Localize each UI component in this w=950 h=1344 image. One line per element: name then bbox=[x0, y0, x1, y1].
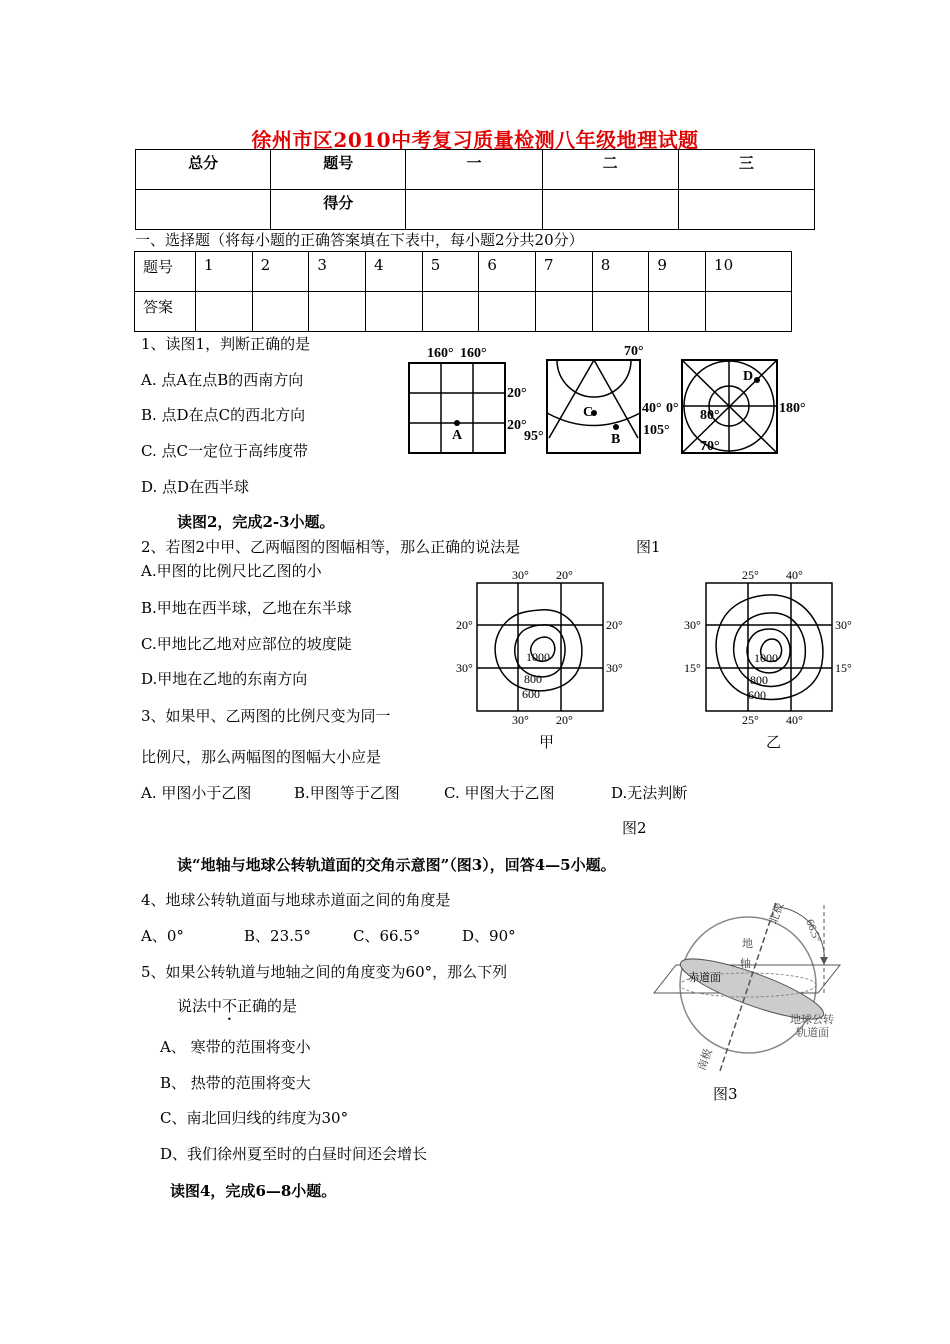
fig1-label: 80° bbox=[700, 408, 720, 423]
answer-number-cell: 8 bbox=[592, 252, 649, 292]
answer-number-cell: 2 bbox=[252, 252, 309, 292]
fig1-label: 40° bbox=[642, 401, 662, 416]
fig2-yi-label: 15° bbox=[684, 661, 701, 675]
answer-row-label: 答案 bbox=[135, 292, 196, 332]
q2-option: A.甲图的比例尺比乙图的小 bbox=[141, 562, 322, 580]
q5-stem-part: 正确的是 bbox=[237, 997, 298, 1015]
fig2-yi-label: 40° bbox=[786, 713, 803, 727]
fig2-yi-label: 25° bbox=[742, 713, 759, 727]
q2-option: B.甲地在西半球，乙地在东半球 bbox=[141, 599, 352, 617]
answer-number-cell: 4 bbox=[366, 252, 423, 292]
q1-option: B. 点D在点C的西北方向 bbox=[141, 406, 306, 424]
score-cell: 题号 bbox=[271, 150, 406, 190]
answer-input-cell[interactable] bbox=[252, 292, 309, 332]
fig3-south-pole: 南极 bbox=[696, 1047, 715, 1073]
q3-stem: 3、如果甲、乙两图的比例尺变为同一 bbox=[141, 707, 391, 725]
q4-option: D、90° bbox=[462, 927, 516, 945]
q4-option: B、23.5° bbox=[244, 927, 311, 945]
fig1-caption: 图1 bbox=[636, 538, 661, 556]
fig1-label: 180° bbox=[779, 401, 806, 416]
fig1-label: D bbox=[743, 369, 754, 384]
q1-stem: 1、读图1，判断正确的是 bbox=[141, 335, 311, 353]
fig1-label: 95° bbox=[524, 429, 544, 444]
fig2-jia-label: 30° bbox=[456, 661, 473, 675]
fig3-orbit-plane: 轨道面 bbox=[796, 1027, 829, 1039]
score-table-row bbox=[136, 190, 815, 230]
fig1-label: B bbox=[611, 432, 621, 447]
score-cell: 总分 bbox=[136, 150, 271, 190]
fig2-yi-label: 40° bbox=[786, 568, 803, 582]
fig2-jia-name: 甲 bbox=[539, 735, 555, 751]
answer-input-cell[interactable] bbox=[366, 292, 423, 332]
score-cell[interactable] bbox=[406, 190, 542, 230]
answer-input-cell[interactable] bbox=[422, 292, 479, 332]
q5-stem-emphasis: 不 bbox=[222, 997, 238, 1015]
score-cell[interactable] bbox=[678, 190, 814, 230]
q4-option: C、66.5° bbox=[353, 927, 421, 945]
q5-option: A、 寒带的范围将变小 bbox=[160, 1038, 311, 1056]
fig2-yi-contour: 1000 bbox=[754, 651, 778, 665]
fig3-axis-label: 轴 bbox=[740, 958, 751, 970]
fig1-label: 70° bbox=[700, 439, 720, 454]
figure-2 bbox=[450, 565, 870, 755]
q1-option: D. 点D在西半球 bbox=[141, 478, 250, 496]
fig1-label: 105° bbox=[643, 423, 670, 438]
score-table bbox=[135, 149, 815, 230]
q3-option: B.甲图等于乙图 bbox=[294, 784, 400, 802]
score-cell: 一 bbox=[406, 150, 542, 190]
answer-number-cell: 6 bbox=[479, 252, 536, 292]
score-cell: 三 bbox=[678, 150, 814, 190]
q5-stem: 5、如果公转轨道与地轴之间的角度变为60°，那么下列 bbox=[141, 963, 508, 981]
page-title: 徐州市区2010中考复习质量检测八年级地理试题 bbox=[251, 128, 699, 152]
fig2-jia-label: 30° bbox=[606, 661, 623, 675]
fig2-jia-label: 30° bbox=[512, 568, 529, 582]
fig2-jia-label: 20° bbox=[556, 713, 573, 727]
q1-option: C. 点C一定位于高纬度带 bbox=[141, 442, 308, 460]
q3-option: D.无法判断 bbox=[611, 784, 688, 802]
fig1-label: A bbox=[452, 428, 463, 443]
figure-1 bbox=[400, 338, 820, 463]
fig3-north-pole: 北极 bbox=[767, 901, 787, 927]
fig3-equator-plane: 赤道面 bbox=[688, 972, 721, 984]
fig1-label: 20° bbox=[507, 418, 527, 433]
q2-option: C.甲地比乙地对应部位的坡度陡 bbox=[141, 635, 352, 653]
answer-input-cell[interactable] bbox=[592, 292, 649, 332]
answer-header-label: 题号 bbox=[135, 252, 196, 292]
q5-stem-line2 bbox=[177, 996, 297, 1024]
fig2-jia-contour: 1000 bbox=[526, 650, 550, 664]
fig1-label: 70° bbox=[624, 344, 644, 359]
fig2-jia-label: 20° bbox=[606, 618, 623, 632]
q5-option: D、我们徐州夏至时的白昼时间还会增长 bbox=[160, 1145, 428, 1163]
figure-3 bbox=[640, 885, 850, 1085]
q5-stem-part: 说法中 bbox=[177, 997, 223, 1015]
fig2-jia-contour: 600 bbox=[522, 687, 540, 701]
answer-number-cell: 1 bbox=[196, 252, 253, 292]
section1-heading: 一、选择题（将每小题的正确答案填在下表中，每小题2分共20分） bbox=[135, 231, 584, 249]
fig2-yi-label: 25° bbox=[742, 568, 759, 582]
q4-option: A、0° bbox=[141, 927, 184, 945]
q5-option: C、南北回归线的纬度为30° bbox=[160, 1109, 349, 1127]
score-cell: 二 bbox=[542, 150, 678, 190]
score-cell[interactable] bbox=[542, 190, 678, 230]
fig2-jia-label: 30° bbox=[512, 713, 529, 727]
fig2-yi-label: 15° bbox=[835, 661, 852, 675]
q3-option: C. 甲图大于乙图 bbox=[444, 784, 555, 802]
fig2-jia-contour: 800 bbox=[524, 672, 542, 686]
q5-option: B、 热带的范围将变大 bbox=[160, 1074, 311, 1092]
answer-input-cell[interactable] bbox=[196, 292, 253, 332]
score-cell: 得分 bbox=[271, 190, 406, 230]
fig1-label: 0° bbox=[666, 401, 679, 416]
intro-4-5: 读“地轴与地球公转轨道面的交角示意图”（图3），回答4—5小题。 bbox=[177, 856, 616, 874]
score-table-row bbox=[136, 150, 815, 190]
intro-2-3: 读图2，完成2-3小题。 bbox=[177, 513, 335, 531]
fig1-label: 20° bbox=[507, 386, 527, 401]
answer-input-cell[interactable] bbox=[649, 292, 706, 332]
answer-table-row bbox=[135, 252, 792, 292]
fig1-label: C bbox=[583, 405, 594, 420]
answer-input-cell[interactable] bbox=[706, 292, 792, 332]
fig2-yi-label: 30° bbox=[684, 618, 701, 632]
answer-table-row bbox=[135, 292, 792, 332]
q1-option: A. 点A在点B的西南方向 bbox=[141, 371, 304, 389]
answer-input-cell[interactable] bbox=[479, 292, 536, 332]
answer-input-cell[interactable] bbox=[536, 292, 593, 332]
fig2-yi-contour: 800 bbox=[750, 673, 768, 687]
q3-stem: 比例尺，那么两幅图的图幅大小应是 bbox=[141, 748, 382, 766]
fig3-orbit-plane: 地球公转 bbox=[790, 1014, 834, 1026]
fig2-yi-name: 乙 bbox=[766, 735, 782, 751]
score-cell[interactable] bbox=[136, 190, 271, 230]
fig2-jia-label: 20° bbox=[556, 568, 573, 582]
fig3-caption: 图3 bbox=[713, 1085, 738, 1103]
fig2-yi-contour: 600 bbox=[748, 688, 766, 702]
fig2-yi-label: 30° bbox=[835, 618, 852, 632]
answer-number-cell: 3 bbox=[309, 252, 366, 292]
q4-stem: 4、地球公转轨道面与地球赤道面之间的角度是 bbox=[141, 891, 451, 909]
answer-input-cell[interactable] bbox=[309, 292, 366, 332]
fig2-jia-label: 20° bbox=[456, 618, 473, 632]
fig3-angle: 66.5° bbox=[803, 917, 824, 945]
q2-stem: 2、若图2中甲、乙两幅图的图幅相等，那么正确的说法是 bbox=[141, 538, 521, 556]
fig2-caption: 图2 bbox=[622, 819, 647, 837]
fig1-label: 160° bbox=[460, 346, 487, 361]
answer-table bbox=[134, 251, 792, 332]
q2-option: D.甲地在乙地的东南方向 bbox=[141, 670, 308, 688]
fig3-axis-label: 地 bbox=[742, 938, 753, 950]
answer-number-cell: 7 bbox=[536, 252, 593, 292]
fig1-label: 160° bbox=[427, 346, 454, 361]
answer-number-cell: 10 bbox=[706, 252, 792, 292]
answer-number-cell: 5 bbox=[422, 252, 479, 292]
q3-option: A. 甲图小于乙图 bbox=[141, 784, 252, 802]
intro-6-8: 读图4，完成6—8小题。 bbox=[170, 1182, 337, 1200]
answer-number-cell: 9 bbox=[649, 252, 706, 292]
